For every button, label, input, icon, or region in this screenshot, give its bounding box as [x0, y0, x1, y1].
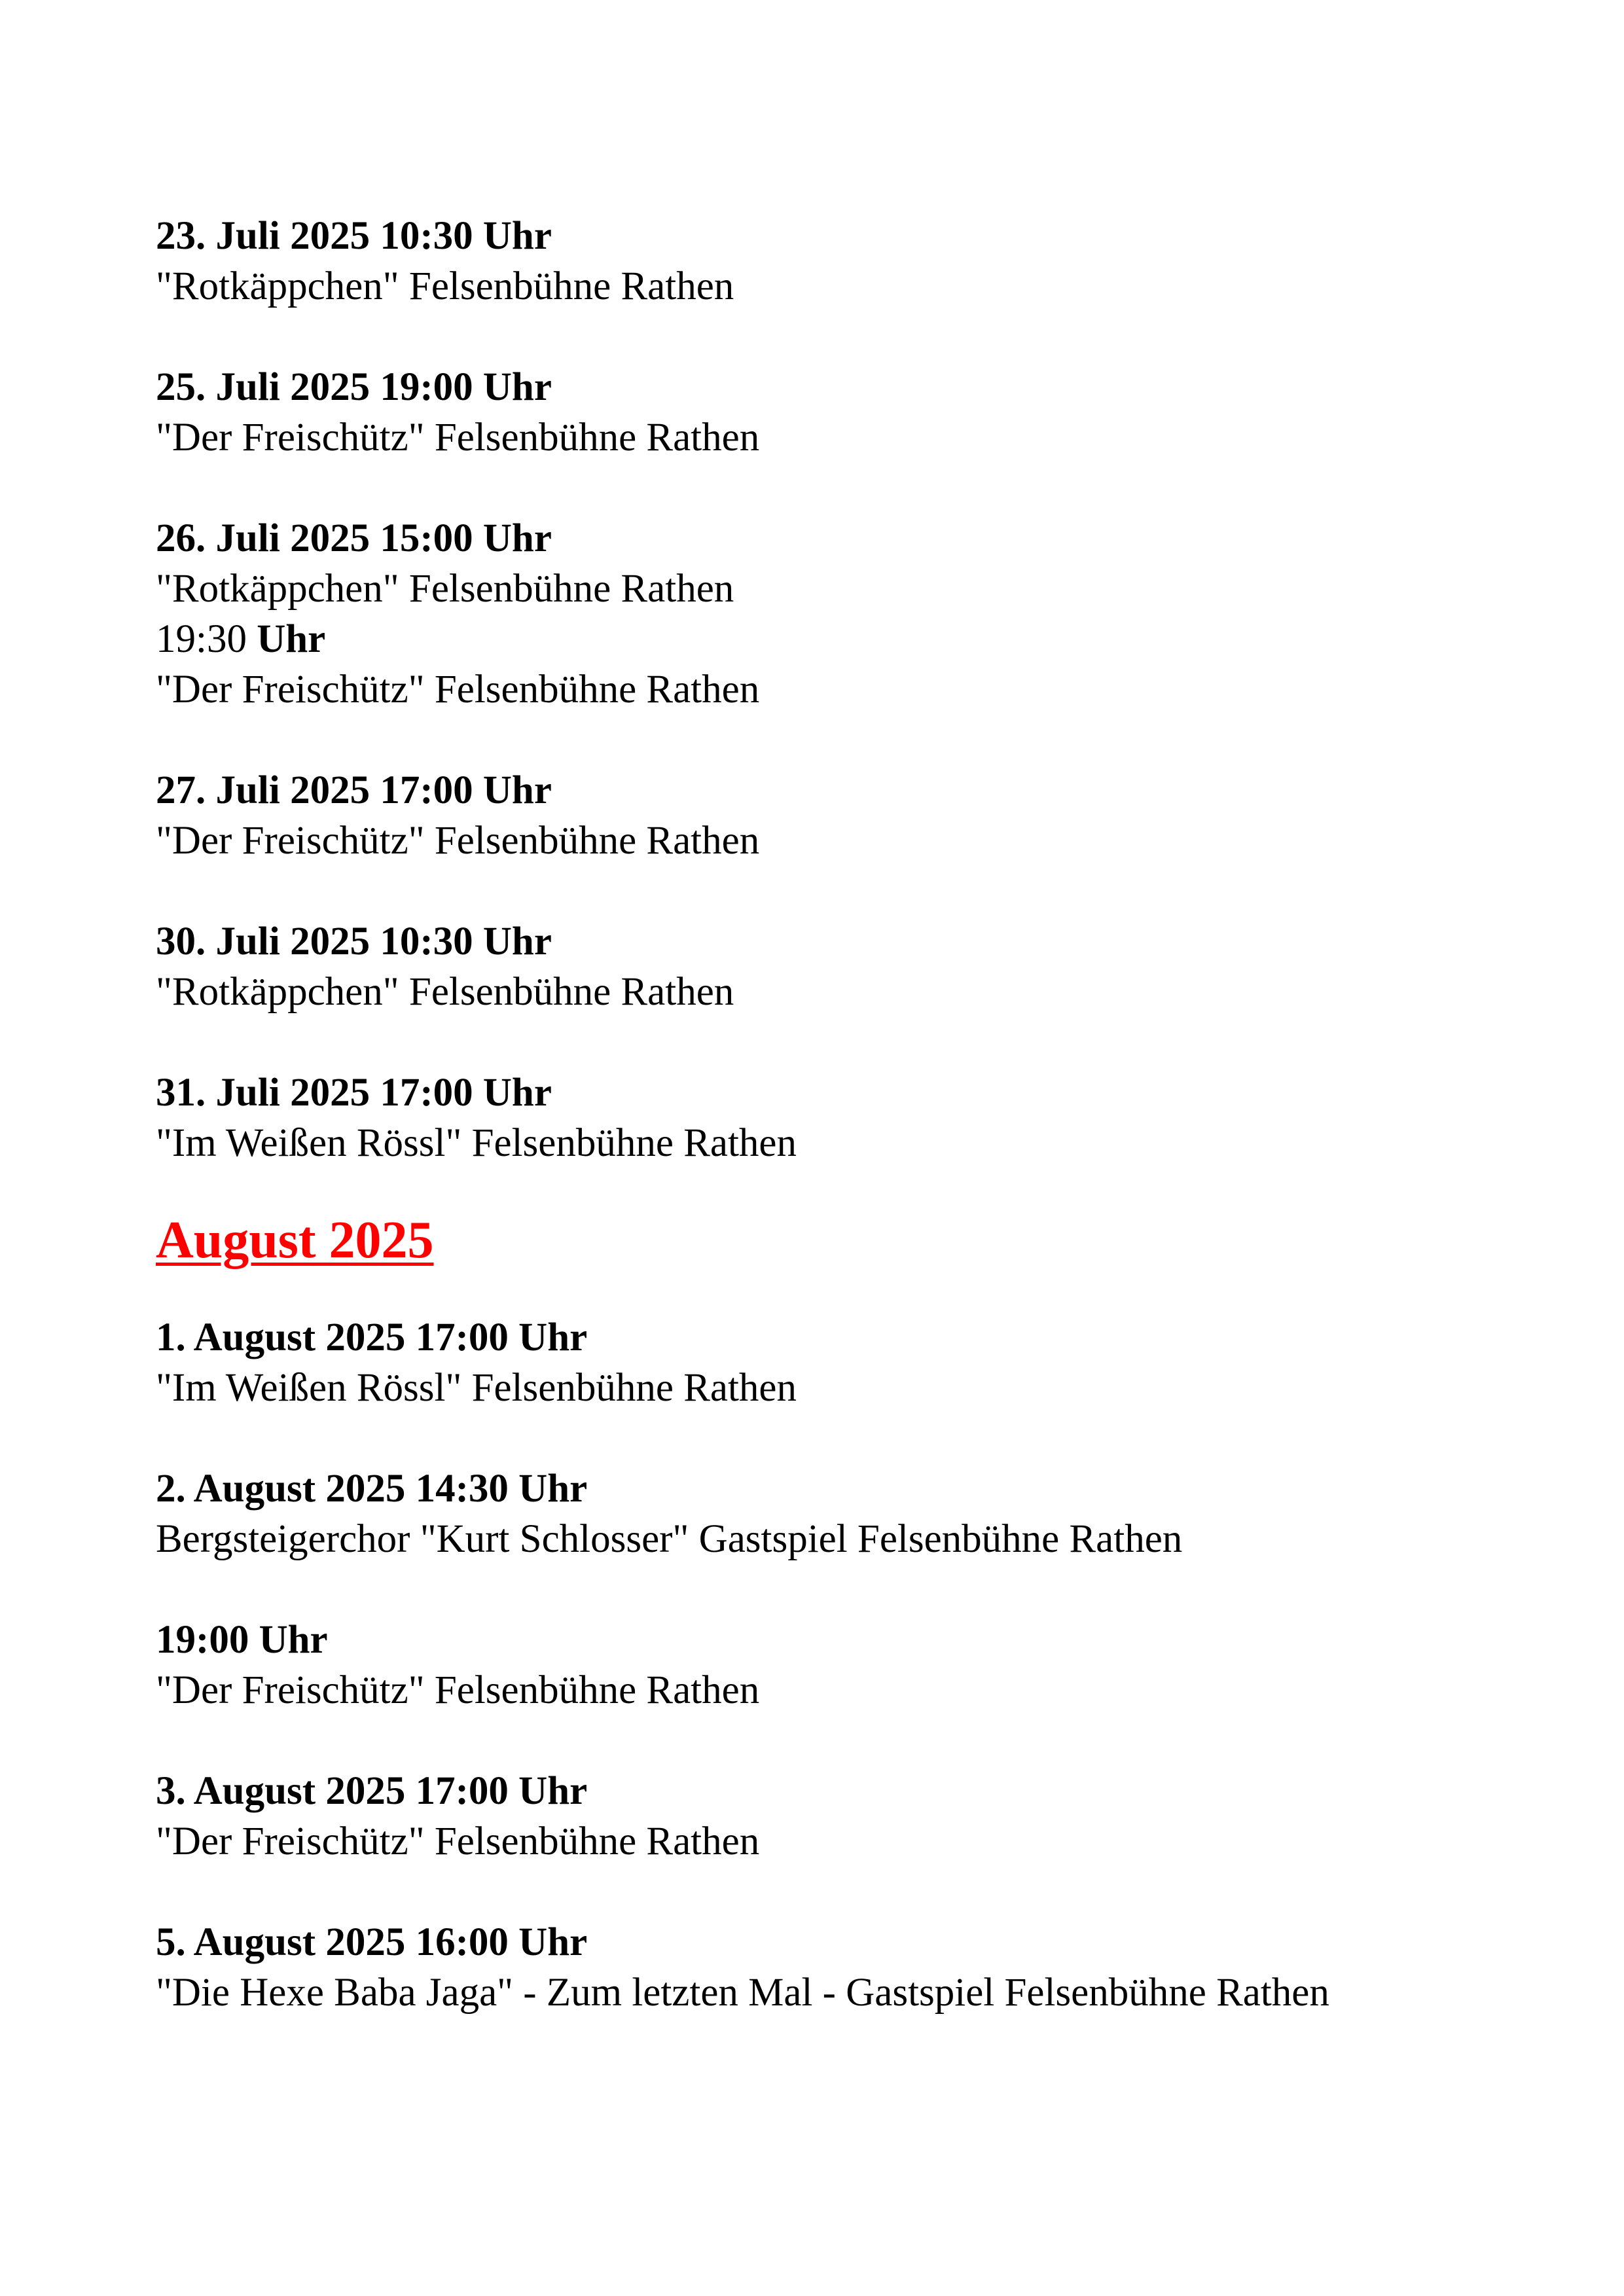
event-title: "Der Freischütz" Felsenbühne Rathen: [156, 1668, 760, 1712]
event-title: "Rotkäppchen" Felsenbühne Rathen: [156, 970, 734, 1014]
spacer: [156, 312, 1530, 362]
event-title: "Der Freischütz" Felsenbühne Rathen: [156, 416, 760, 459]
spacer: [156, 715, 1530, 765]
event-title: "Der Freischütz" Felsenbühne Rathen: [156, 1820, 760, 1863]
spacer: [156, 866, 1530, 916]
event-date: 19:00 Uhr: [156, 1618, 328, 1662]
spacer: [156, 1413, 1530, 1463]
event-title: Bergsteigerchor "Kurt Schlosser" Gastspiel Felsenbühne Rathen: [156, 1517, 1183, 1561]
event-second-time-suffix: Uhr: [257, 617, 326, 661]
event-date: 27. Juli 2025 17:00 Uhr: [156, 768, 552, 812]
event-title: "Rotkäppchen" Felsenbühne Rathen: [156, 264, 734, 308]
event-date: 26. Juli 2025 15:00 Uhr: [156, 516, 552, 560]
spacer: [156, 1867, 1530, 1917]
event-date: 1. August 2025 17:00 Uhr: [156, 1316, 588, 1359]
month-heading: August 2025: [156, 1211, 434, 1269]
event-title: "Im Weißen Rössl" Felsenbühne Rathen: [156, 1121, 797, 1165]
spacer: [156, 1715, 1530, 1766]
event-title: "Rotkäppchen" Felsenbühne Rathen: [156, 567, 734, 611]
event-date: 3. August 2025 17:00 Uhr: [156, 1769, 588, 1813]
event-second-time-value: 19:30: [156, 617, 247, 661]
event-date: 23. Juli 2025 10:30 Uhr: [156, 214, 552, 258]
event-date: 30. Juli 2025 10:30 Uhr: [156, 920, 552, 963]
spacer: [156, 1017, 1530, 1067]
spacer: [156, 463, 1530, 513]
schedule-content: [156, 211, 1530, 2018]
event-title: "Der Freischütz" Felsenbühne Rathen: [156, 819, 760, 863]
spacer: [156, 1564, 1530, 1615]
event-second-time: [156, 614, 1530, 664]
event-date: 31. Juli 2025 17:00 Uhr: [156, 1071, 552, 1115]
event-date: 25. Juli 2025 19:00 Uhr: [156, 365, 552, 409]
event-date: 2. August 2025 14:30 Uhr: [156, 1467, 588, 1511]
event-title: "Die Hexe Baba Jaga" - Zum letzten Mal - Gastspiel Felsenbühne Rathen: [156, 1971, 1329, 2015]
event-title: "Im Weißen Rössl" Felsenbühne Rathen: [156, 1366, 797, 1410]
event-date: 5. August 2025 16:00 Uhr: [156, 1920, 588, 1964]
event-title: "Der Freischütz" Felsenbühne Rathen: [156, 668, 760, 711]
